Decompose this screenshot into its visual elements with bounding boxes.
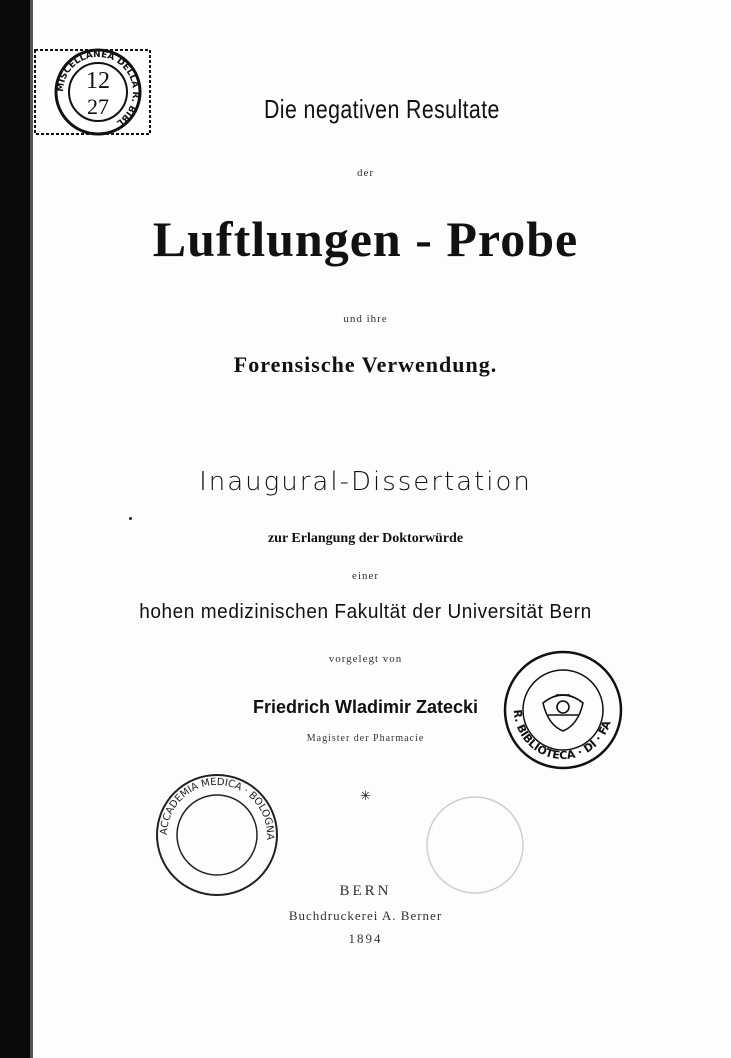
stamp-ring-text: ACCADEMIA MEDICA · BOLOGNA <box>158 776 276 841</box>
subtitle: Forensische Verwendung. <box>233 352 498 377</box>
stamp-emblem <box>543 695 583 731</box>
title-line-1: Die negativen Resultate <box>263 94 500 124</box>
faculty-line: hohen medizinischen Fakultät der Universität Bern <box>139 601 592 623</box>
purpose-line: zur Erlangung der Doktorwürde <box>267 531 464 546</box>
library-stamp-right <box>498 645 628 775</box>
dissertation-heading: Inaugural-Dissertation <box>199 467 532 497</box>
word-einer: einer <box>352 570 379 582</box>
author-name: Friedrich Wladimir Zatecki <box>252 697 479 717</box>
words-und-ihre: und ihre <box>343 313 388 325</box>
author-title: Magister der Pharmacie <box>306 733 425 744</box>
scan-speck <box>129 517 132 520</box>
stamp-ring-text: R. BIBLIOTECA · DI · FA <box>510 709 614 763</box>
word-der: der <box>356 167 375 179</box>
stamp-ring-text: MISCELLANEA DELLA R. BIBL <box>55 49 141 128</box>
main-title: Luftlungen - Probe <box>152 211 579 267</box>
imprint-publisher: Buchdruckerei A. Berner <box>288 908 443 923</box>
stamp-number-bottom: 27 <box>87 94 109 119</box>
ornament: ✳ <box>360 789 371 804</box>
imprint-city: BERN <box>339 883 392 899</box>
academy-stamp-left <box>150 768 285 903</box>
imprint-year: 1894 <box>348 931 383 946</box>
stamp-number-top: 12 <box>86 68 110 94</box>
vorgelegt-line: vorgelegt von <box>328 653 403 665</box>
library-stamp-top-left <box>30 42 155 142</box>
blind-embossed-stamp <box>420 790 530 900</box>
